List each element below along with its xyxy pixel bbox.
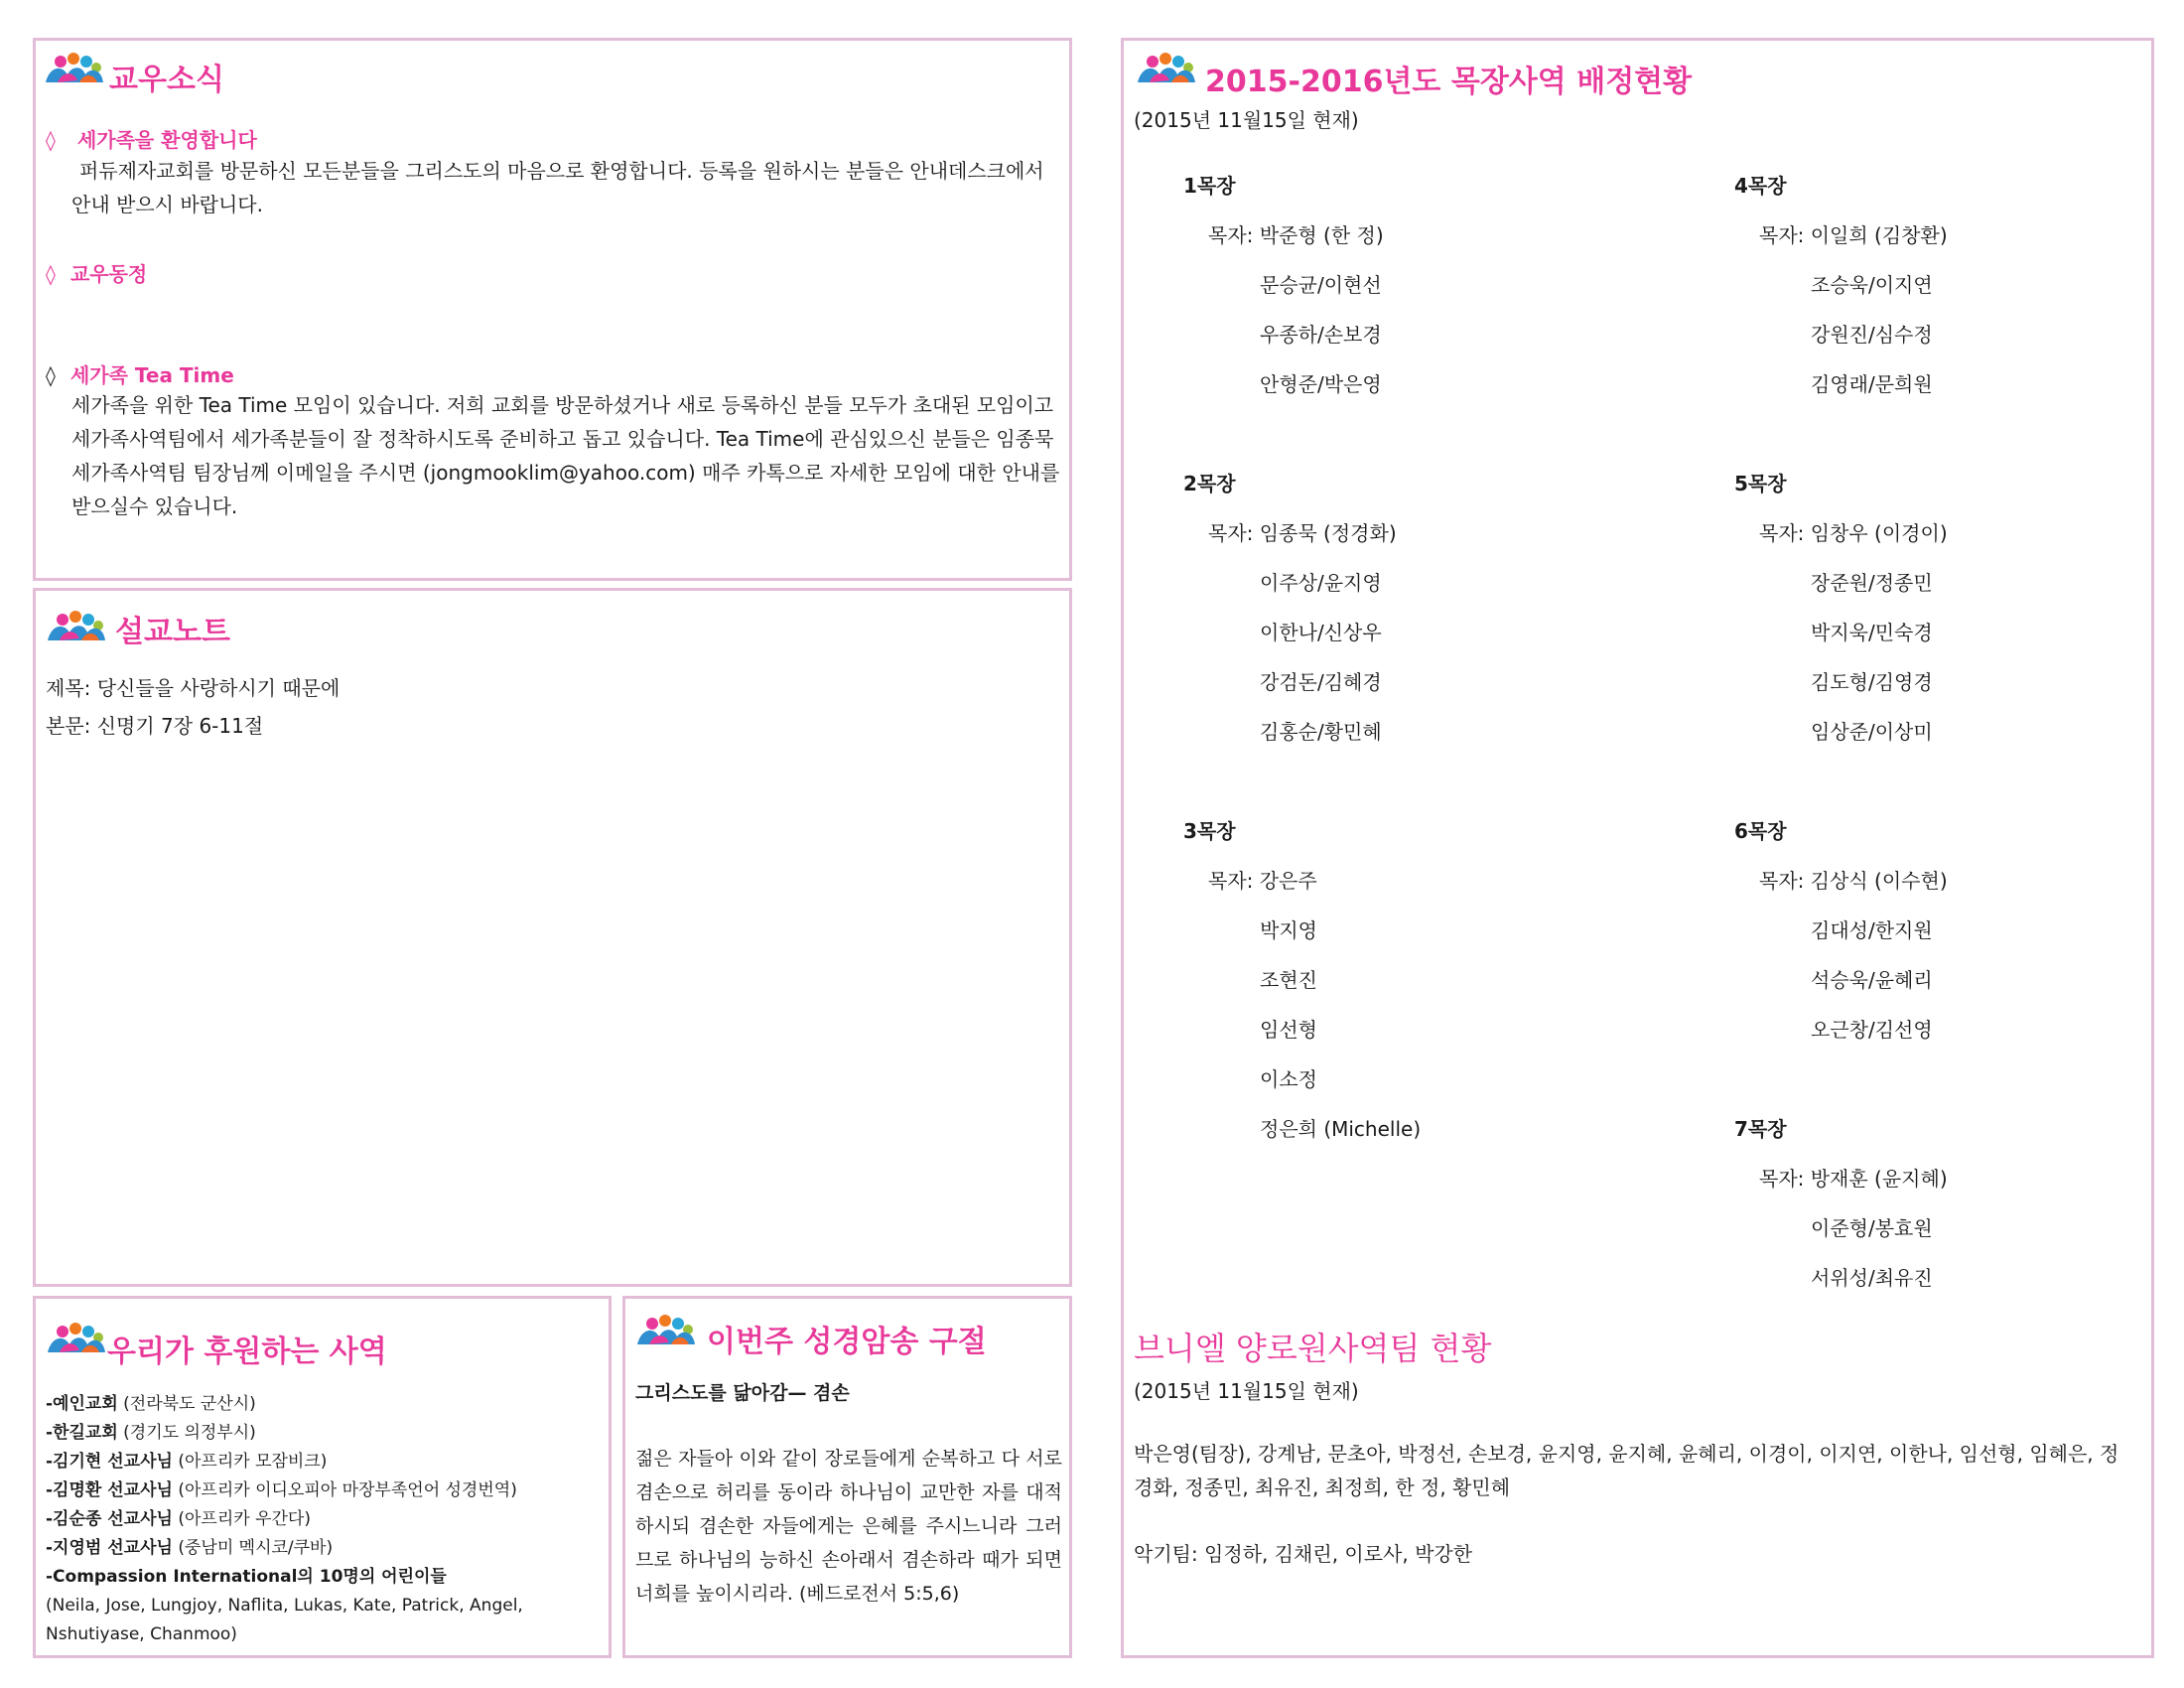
diamond-bullet-icon: ◊	[46, 128, 56, 152]
teatime-heading: ◊ 세가족 Tea Time	[46, 363, 234, 387]
group-leader: 목자: 강은주	[1208, 869, 1317, 893]
support-item-location: (전라북도 군산시)	[117, 1394, 256, 1414]
church-logo-icon	[635, 1315, 697, 1350]
group-member: 김도형/김영경	[1811, 670, 1933, 694]
support-item-location: (경기도 의정부시)	[117, 1423, 256, 1443]
support-item-name: -지영범 선교사님	[46, 1538, 173, 1558]
group-member: 조승욱/이지연	[1811, 273, 1933, 297]
group-member: 김대성/한지원	[1811, 918, 1933, 942]
diamond-bullet-icon: ◊	[46, 363, 56, 387]
group-leader: 목자: 임종묵 (정경화)	[1208, 521, 1397, 545]
welcome-text: 퍼듀제자교회를 방문하신 모든분들을 그리스도의 마음으로 환영합니다. 등록을 원하시는 분들은 안내데스크에서 안내 받으시 바랍니다.	[71, 159, 1044, 216]
group-member: 강원진/심수정	[1811, 323, 1933, 347]
bniel-members: 박은영(팀장), 강계남, 문초아, 박정선, 손보경, 윤지영, 윤지혜, 윤혜리, 이경이, 이지연, 이한나, 임선형, 임혜은, 정경화, 정종민, 최유진, 최정희, 한 정, 황민혜	[1134, 1442, 2119, 1499]
support-item-location: (아프리카 우간다)	[172, 1509, 311, 1529]
bniel-date: (2015년 11월15일 현재)	[1134, 1379, 1359, 1403]
group-leader: 목자: 방재훈 (윤지혜)	[1759, 1167, 1948, 1191]
group-name: 2목장	[1183, 472, 1236, 495]
support-item-location: (중남미 멕시코/쿠바)	[172, 1538, 334, 1558]
church-logo-icon	[46, 611, 107, 646]
news-panel	[33, 38, 1072, 581]
support-item-name: -김명환 선교사님	[46, 1480, 173, 1500]
sermon-panel	[33, 588, 1072, 1287]
assignment-date: (2015년 11월15일 현재)	[1134, 108, 1359, 132]
sermon-subject: 제목: 당신들을 사랑하시기 때문에	[46, 676, 341, 700]
support-item-location: (아프리카 모잠비크)	[172, 1452, 328, 1472]
memory-title: 이번주 성경암송 구절	[707, 1325, 987, 1359]
group-name: 6목장	[1734, 819, 1787, 843]
group-leader: 목자: 김상식 (이수현)	[1759, 869, 1948, 893]
support-item	[46, 1390, 602, 1419]
bniel-band: 악기팀: 임정하, 김채린, 이로사, 박강한	[1134, 1542, 1473, 1566]
group-member: 이한나/신상우	[1260, 621, 1382, 644]
group-member: 우종하/손보경	[1260, 323, 1382, 347]
group-member: 오근창/김선영	[1811, 1018, 1933, 1042]
group-member: 강검돈/김혜경	[1260, 670, 1382, 694]
memory-verse-text: 젊은 자들아 이와 같이 장로들에게 순복하고 다 서로 겸손으로 허리를 동이라 하나님이 교만한 자를 대적하시되 겸손한 자들에게는 은혜를 주시느니라 그러므로 하나님의 능하신 손아래서 겸손하라 때가 되면 너희를 높이시리라. (베드로전서 5:5,6)	[635, 1448, 1062, 1605]
sermon-passage: 본문: 신명기 7장 6-11절	[46, 714, 264, 738]
group-member: 문승균/이현선	[1260, 273, 1382, 297]
teatime-text: 세가족을 위한 Tea Time 모임이 있습니다. 저희 교회를 방문하셨거나 새로 등록하신 분들 모두가 초대된 모임이고 세가족사역팀에서 세가족분들이 잘 정착하시도록 준비하고 돕고 있습니다. Tea Time에 관심있으신 분들은 임종묵 세가족사역팀 팀장님께 이메일을 주시면 (jongmooklim@yahoo.com) 매주 카톡으로 자세한 모임에 대한 안내를 받으실수 있습니다.	[71, 393, 1060, 518]
group-leader: 목자: 박준형 (한 정)	[1208, 223, 1384, 247]
support-item-name: -예인교회	[46, 1394, 118, 1414]
group-member: 이준형/봉효원	[1811, 1216, 1933, 1240]
compassion-children: (Neila, Jose, Lungjoy, Naflita, Lukas, Kate, Patrick, Angel, Nshutiyase, Chanmoo)	[46, 1596, 523, 1644]
assignment-panel	[1121, 38, 2154, 1658]
group-name: 4목장	[1734, 174, 1787, 198]
support-item-name: -한길교회	[46, 1423, 118, 1443]
support-item	[46, 1448, 602, 1477]
support-item	[46, 1563, 602, 1592]
support-item-name: -김순종 선교사님	[46, 1509, 173, 1529]
support-item-name: -Compassion International의 10명의 어린이들	[46, 1567, 447, 1587]
group-member: 안형준/박은영	[1260, 372, 1382, 396]
memory-subtitle: 그리스도를 닮아감— 겸손	[635, 1382, 850, 1404]
group-leader: 목자: 임창우 (이경이)	[1759, 521, 1948, 545]
group-name: 3목장	[1183, 819, 1236, 843]
group-name: 7목장	[1734, 1117, 1787, 1141]
church-logo-icon	[46, 1323, 107, 1358]
support-item	[46, 1534, 602, 1563]
group-name: 5목장	[1734, 472, 1787, 495]
bniel-title: 브니엘 양로원사역팀 현황	[1134, 1330, 1492, 1367]
church-logo-icon	[44, 53, 105, 88]
group-leader: 목자: 이일희 (김창환)	[1759, 223, 1948, 247]
support-title: 우리가 후원하는 사역	[107, 1335, 387, 1369]
group-member: 장준원/정종민	[1811, 571, 1933, 595]
support-item	[46, 1419, 602, 1448]
support-item	[46, 1477, 602, 1505]
memory-verse-panel	[622, 1296, 1072, 1658]
group-member: 김홍순/황민혜	[1260, 720, 1382, 744]
group-member: 이주상/윤지영	[1260, 571, 1382, 595]
support-item-name: -김기현 선교사님	[46, 1452, 173, 1472]
news-title: 교우소식	[109, 63, 224, 97]
group-member: 박지영	[1260, 918, 1317, 942]
group-member: 임상준/이상미	[1811, 720, 1933, 744]
group-name: 1목장	[1183, 174, 1236, 198]
support-item	[46, 1505, 602, 1534]
support-panel	[33, 1296, 612, 1658]
trends-heading: ◊ 교우동정	[46, 262, 148, 286]
group-member: 정은희 (Michelle)	[1260, 1117, 1422, 1141]
group-member: 석승욱/윤혜리	[1811, 968, 1933, 992]
group-member: 서위성/최유진	[1811, 1266, 1933, 1290]
sermon-title: 설교노트	[115, 615, 230, 649]
support-list	[46, 1390, 602, 1592]
church-logo-icon	[1136, 53, 1197, 88]
group-member: 박지욱/민숙경	[1811, 621, 1933, 644]
group-member: 이소정	[1260, 1067, 1317, 1091]
welcome-heading: ◊ 세가족을 환영합니다	[46, 128, 257, 152]
group-member: 임선형	[1260, 1018, 1317, 1042]
group-member: 조현진	[1260, 968, 1317, 992]
group-member: 김영래/문희원	[1811, 372, 1933, 396]
support-item-location: (아프리카 이디오피아 마장부족언어 성경번역)	[172, 1480, 517, 1500]
assignment-title: 2015-2016년도 목장사역 배정현황	[1205, 65, 1693, 99]
diamond-bullet-icon: ◊	[46, 262, 56, 286]
